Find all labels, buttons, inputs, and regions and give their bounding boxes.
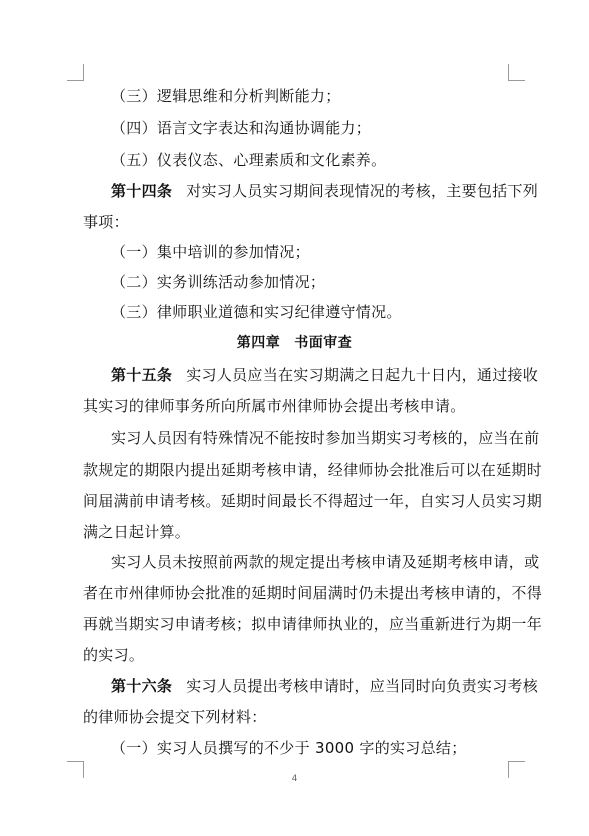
paragraph-line: 再就当期实习申请考核；拟申请律师执业的，应当重新进行为期一年: [83, 615, 543, 633]
article-14-text: 对实习人员实习期间表现情况的考核，主要包括下列: [186, 182, 539, 200]
paragraph-line: 款规定的期限内提出延期考核申请，经律师协会批准后可以在延期时: [83, 461, 543, 479]
article-16-first-line: [111, 676, 538, 696]
chapter-heading: [0, 333, 589, 353]
paragraph-line: 间届满前申请考核。延期时间最长不得超过一年，自实习人员实习期: [83, 492, 543, 510]
list-item: （四）语言文字表达和沟通协调能力；: [111, 119, 372, 137]
page-number: 4: [291, 774, 298, 784]
article-16-label: 第十六条: [111, 677, 173, 695]
paragraph-line: 者在市州律师协会批准的延期时间届满时仍未提出考核申请的，不得: [83, 584, 543, 602]
article-15-first-line: [111, 365, 538, 385]
crop-mark-top-left: [67, 64, 84, 81]
article-14-continuation: 事项：: [83, 213, 129, 231]
list-item: （五）仪表仪态、心理素质和文化素养。: [111, 151, 387, 169]
article-16-text: 实习人员提出考核申请时，应当同时向负责实习考核: [186, 677, 539, 695]
article-16-item: （一）实习人员撰写的不少于 3000 字的实习总结；: [111, 739, 467, 757]
article-15-label: 第十五条: [111, 366, 173, 384]
article-14-first-line: [111, 181, 538, 201]
article-15-text: 实习人员应当在实习期满之日起九十日内，通过接收: [186, 366, 539, 384]
chapter-number: 第四章: [236, 335, 281, 351]
crop-mark-top-right: [508, 64, 525, 81]
article-14-item: （一）集中培训的参加情况；: [111, 243, 310, 261]
article-16-continuation: 的律师协会提交下列材料：: [83, 708, 267, 726]
paragraph-line: 实习人员因有特殊情况不能按时参加当期实习考核的，应当在前: [111, 429, 540, 447]
chapter-title: 书面审查: [294, 335, 353, 351]
article-14-item: （二）实务训练活动参加情况；: [111, 273, 326, 291]
paragraph-line: 满之日起计算。: [83, 523, 191, 541]
paragraph-line: 的实习。: [83, 646, 145, 664]
list-item: （三）逻辑思维和分析判断能力；: [111, 87, 341, 105]
article-14-item: （三）律师职业道德和实习纪律遵守情况。: [111, 303, 402, 321]
article-15-continuation: 其实习的律师事务所向所属市州律师协会提出考核申请。: [83, 397, 466, 415]
paragraph-line: 实习人员未按照前两款的规定提出考核申请及延期考核申请，或: [111, 553, 540, 571]
article-14-label: 第十四条: [111, 182, 173, 200]
